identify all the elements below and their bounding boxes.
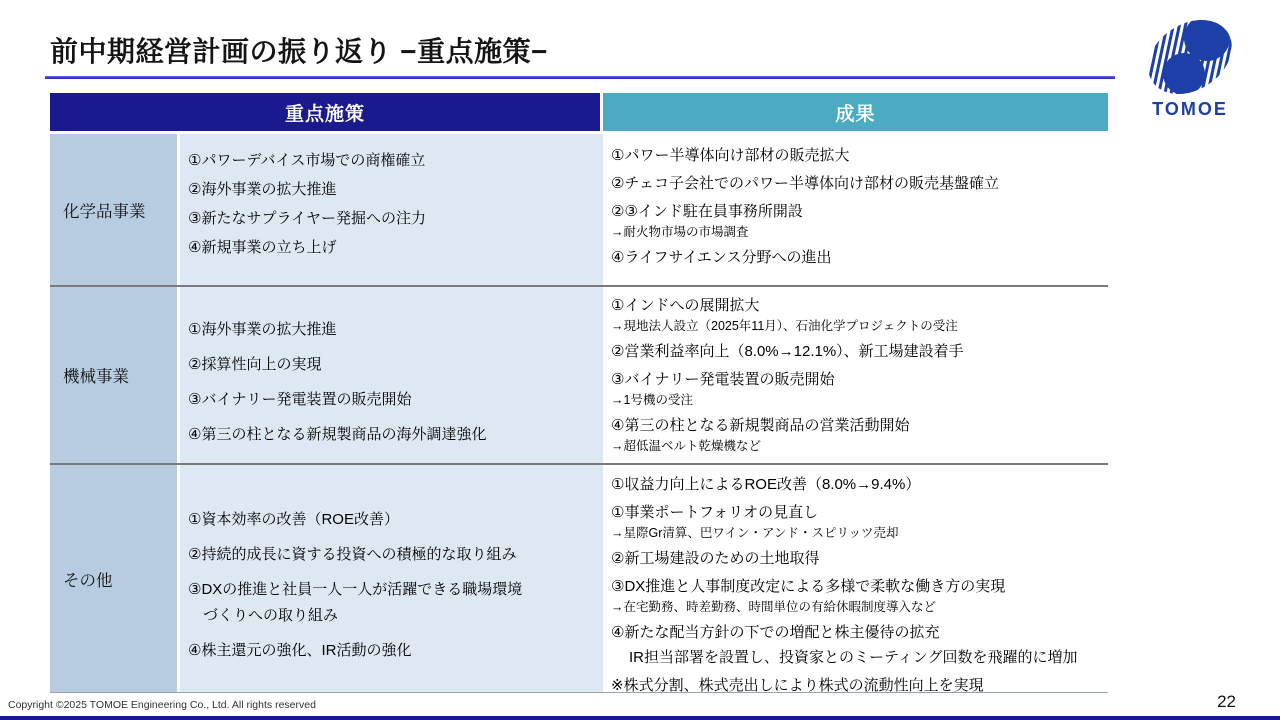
measure-item: ②持続的成長に資する投資への積極的な取り組み: [188, 546, 517, 563]
measure-item: ①資本効率の改善（ROE改善）: [188, 511, 399, 528]
result-item: ③バイナリー発電装置の販売開始: [611, 371, 835, 388]
result-item: →1号機の受注: [611, 393, 693, 407]
table-header-measures: 重点施策: [50, 93, 600, 131]
result-item: →在宅勤務、時差勤務、時間単位の有給休暇制度導入など: [611, 600, 937, 614]
result-item: ※株式分割、株式売出しにより株式の流動性向上を実現: [611, 677, 984, 692]
row-divider: [50, 463, 1108, 465]
result-item: ②③インド駐在員事務所開設: [611, 203, 803, 220]
result-item: →耐火物市場の市場調査: [611, 225, 749, 239]
result-item: →超低温ベルト乾燥機など: [611, 439, 762, 453]
tomoe-logo-icon: [1141, 12, 1239, 120]
result-item: ①パワー半導体向け部材の販売拡大: [611, 147, 850, 164]
bottom-accent-bar: [0, 716, 1280, 720]
table-header-results: 成果: [603, 93, 1108, 131]
measure-item: ①海外事業の拡大推進: [188, 321, 337, 338]
result-item: ①事業ポートフォリオの見直し: [611, 504, 819, 521]
row-measures-cell: [180, 465, 650, 692]
page-title: 前中期経営計画の振り返り −重点施策−: [50, 36, 548, 67]
result-item: ④ライフサイエンス分野への進出: [611, 249, 832, 266]
result-item: →星際Gr清算、巴ワイン・アンド・スピリッツ売却: [611, 526, 899, 540]
result-item: ②営業利益率向上（8.0%→12.1%）、新工場建設着手: [611, 343, 964, 360]
measure-item: ③新たなサプライヤー発掘への注力: [188, 210, 426, 227]
table-row: [50, 465, 1108, 692]
measure-item: づくりへの取り組み: [203, 607, 339, 624]
result-item: ①インドへの展開拡大: [611, 297, 760, 314]
row-divider: [50, 285, 1108, 287]
measure-item: ③DXの推進と社員一人一人が活躍できる職場環境: [188, 581, 523, 598]
row-category-cell: その他: [50, 465, 177, 692]
measure-item: ②採算性向上の実現: [188, 356, 322, 373]
table-row: [50, 287, 1108, 463]
table-row: [50, 134, 1108, 285]
row-measures-cell: [180, 134, 650, 285]
result-item: IR担当部署を設置し、投資家とのミーティング回数を飛躍的に増加: [629, 649, 1078, 666]
row-results-cell: [603, 134, 1108, 285]
copyright-text: Copyright ©2025 TOMOE Engineering Co., Ltd. All rights reserved: [8, 699, 316, 711]
page-number: 22: [1217, 692, 1236, 711]
measure-item: ④株主還元の強化、IR活動の強化: [188, 642, 412, 659]
row-results-cell: [603, 287, 1108, 463]
title-underline: [45, 76, 1115, 79]
measure-item: ①パワーデバイス市場での商権確立: [188, 152, 426, 169]
row-results-cell: [603, 465, 1108, 692]
result-item: →現地法人設立（2025年11月）、石油化学プロジェクトの受注: [611, 319, 958, 333]
result-item: ①収益力向上によるROE改善（8.0%→9.4%）: [611, 476, 921, 493]
logo-wordmark: TOMOE: [1152, 99, 1228, 119]
result-item: ②新工場建設のための土地取得: [611, 550, 820, 567]
result-item: ④第三の柱となる新規製商品の営業活動開始: [611, 417, 910, 434]
row-measures-cell: [180, 287, 650, 463]
row-divider: [50, 692, 1108, 693]
row-category-cell: 機械事業: [50, 287, 177, 463]
company-logo: [1141, 12, 1239, 125]
measure-item: ②海外事業の拡大推進: [188, 181, 337, 198]
measure-item: ④第三の柱となる新規製商品の海外調達強化: [188, 426, 487, 443]
result-item: ③DX推進と人事制度改定による多様で柔軟な働き方の実現: [611, 578, 1006, 595]
result-item: ④新たな配当方針の下での増配と株主優待の拡充: [611, 624, 940, 641]
measure-item: ④新規事業の立ち上げ: [188, 239, 337, 256]
result-item: ②チェコ子会社でのパワー半導体向け部材の販売基盤確立: [611, 175, 999, 192]
row-category-cell: 化学品事業: [50, 134, 177, 285]
measure-item: ③バイナリー発電装置の販売開始: [188, 391, 412, 408]
